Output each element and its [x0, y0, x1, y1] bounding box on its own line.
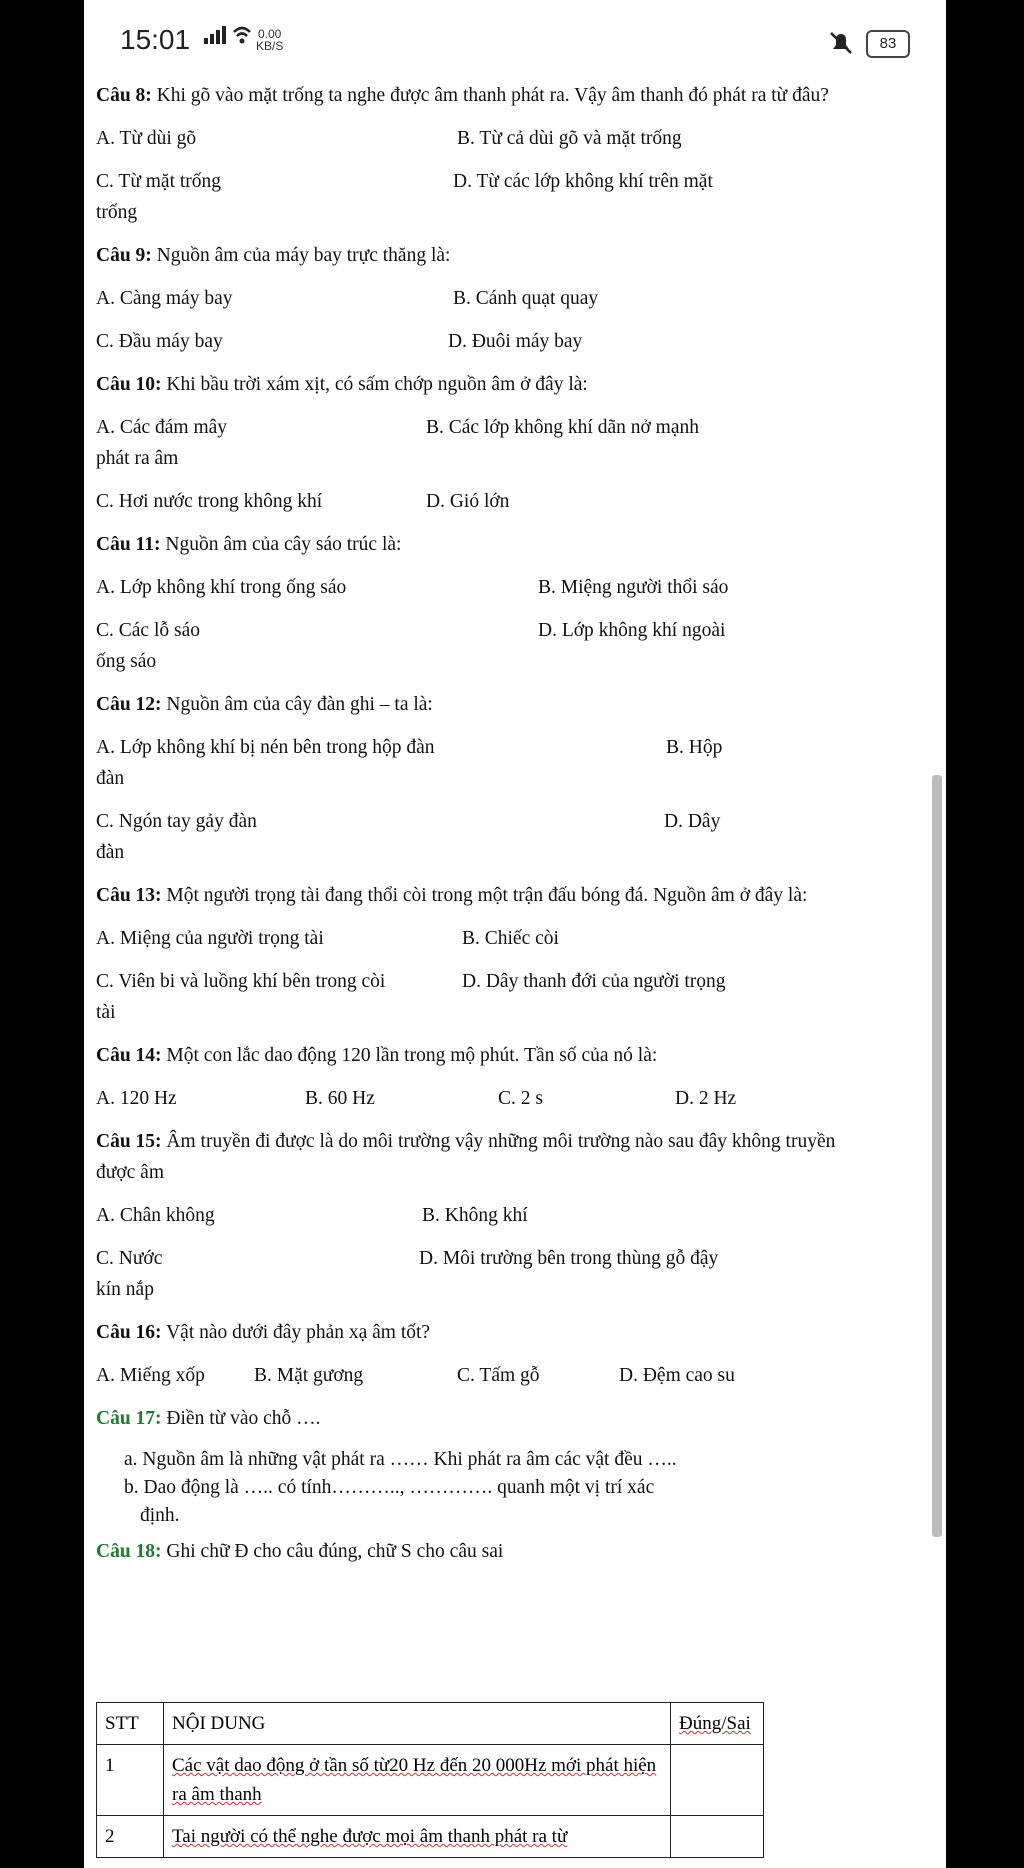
answers-11-ab: A. Lớp không khí trong ống sáo B. Miệng người thổi sáo: [96, 577, 729, 598]
question-11: Câu 11: Nguồn âm của cây sáo trúc là:: [96, 534, 402, 555]
question-10: Câu 10: Khi bầu trời xám xịt, có sấm chớp nguồn âm ở đây là:: [96, 374, 588, 395]
answers-8-cd: C. Từ mặt trống D. Từ các lớp không khí trên mặt: [96, 171, 713, 192]
scrollbar[interactable]: [932, 775, 942, 1537]
row-stt: 1: [97, 1745, 164, 1816]
answers-13-ab: A. Miệng của người trọng tài B. Chiếc còi: [96, 928, 559, 949]
answers-15-cont: kín nắp: [96, 1279, 154, 1300]
status-time: 15:01: [120, 24, 191, 55]
answers-10-ab: A. Các đám mây B. Các lớp không khí dãn nở mạnh: [96, 417, 700, 438]
answers-12-cont2: đàn: [96, 842, 125, 863]
table-row: [97, 1816, 764, 1858]
answers-8-ab: A. Từ dùi gõ B. Từ cả dùi gõ và mặt trống: [96, 128, 682, 149]
signal-icon: [204, 22, 252, 46]
answers-13-cont: tài: [96, 1002, 116, 1023]
question-15: Câu 15: Âm truyền đi được là do môi trường vậy những môi trường nào sau đây không truyền được âm: [96, 1131, 836, 1183]
row-answer[interactable]: [671, 1816, 764, 1858]
battery-indicator: 83: [866, 30, 910, 58]
answers-11-cont: ống sáo: [96, 651, 157, 672]
quiz-content: [96, 80, 856, 1579]
header-stt: STT: [97, 1703, 164, 1745]
question-12: Câu 12: Nguồn âm của cây đàn ghi – ta là:: [96, 694, 433, 715]
answers-14: A. 120 Hz B. 60 Hz C. 2 s D. 2 Hz: [96, 1088, 737, 1109]
row-content: Tai người có thể nghe được mọi âm thanh phát ra từ: [164, 1816, 671, 1858]
answers-9-ab: A. Càng máy bay B. Cánh quạt quay: [96, 288, 599, 309]
answers-16: A. Miếng xốp B. Mặt gương C. Tấm gỗ D. Đệm cao su: [96, 1365, 735, 1386]
answers-15-cd: C. Nước D. Môi trường bên trong thùng gỗ đậy: [96, 1248, 719, 1269]
answers-13-cd: C. Viên bi và luồng khí bên trong còi D. Dây thanh đới của người trọng: [96, 971, 726, 992]
status-bar: [84, 0, 946, 90]
true-false-table: [96, 1702, 764, 1858]
answers-11-cd: C. Các lỗ sáo D. Lớp không khí ngoài: [96, 620, 726, 641]
answers-9-cd: C. Đầu máy bay D. Đuôi máy bay: [96, 331, 583, 352]
question-13: Câu 13: Một người trọng tài đang thổi còi trong một trận đấu bóng đá. Nguồn âm ở đây là:: [96, 885, 808, 906]
bell-muted-icon: [828, 30, 854, 56]
answers-15-ab: A. Chân không B. Không khí: [96, 1205, 528, 1226]
question-8: Câu 8: Khi gõ vào mặt trống ta nghe được âm thanh phát ra. Vậy âm thanh đó phát ra từ đâu?: [96, 85, 829, 106]
question-17: Câu 17: Điền từ vào chỗ ….: [96, 1408, 321, 1429]
answers-12-cont: đàn: [96, 768, 125, 789]
header-content: NỘI DUNG: [164, 1703, 671, 1745]
question-18: Câu 18: Ghi chữ Đ cho câu đúng, chữ S cho câu sai: [96, 1541, 504, 1562]
row-content: Các vật dao động ở tần số từ20 Hz đến 20 000Hz mới phát hiện ra âm thanh: [164, 1745, 671, 1816]
fill-in-b-cont: định.: [140, 1505, 180, 1526]
question-9: Câu 9: Nguồn âm của máy bay trực thăng là:: [96, 245, 451, 266]
question-14: Câu 14: Một con lắc dao động 120 lần trong mộ phút. Tần số của nó là:: [96, 1045, 658, 1066]
answers-10-cont: phát ra âm: [96, 448, 179, 469]
answers-12-cd: C. Ngón tay gảy đàn D. Dây: [96, 811, 721, 832]
fill-in-a: a. Nguồn âm là những vật phát ra …… Khi phát ra âm các vật đều …..: [124, 1449, 677, 1470]
fill-in-b: b. Dao động là ….. có tính……….., …………. quanh một vị trí xác: [124, 1477, 655, 1498]
row-stt: 2: [97, 1816, 164, 1858]
answers-12-ab: A. Lớp không khí bị nén bên trong hộp đàn B. Hộp: [96, 737, 723, 758]
answers-10-cd: C. Hơi nước trong không khí D. Gió lớn: [96, 491, 510, 512]
answers-8-cont: trống: [96, 202, 138, 223]
network-speed: 0.00 KB/S: [256, 27, 284, 53]
row-answer[interactable]: [671, 1745, 764, 1816]
table-header-row: [97, 1703, 764, 1745]
table-row: [97, 1745, 764, 1816]
header-answer: Đúng/Sai: [671, 1703, 764, 1745]
question-16: Câu 16: Vật nào dưới đây phản xạ âm tốt?: [96, 1322, 431, 1343]
